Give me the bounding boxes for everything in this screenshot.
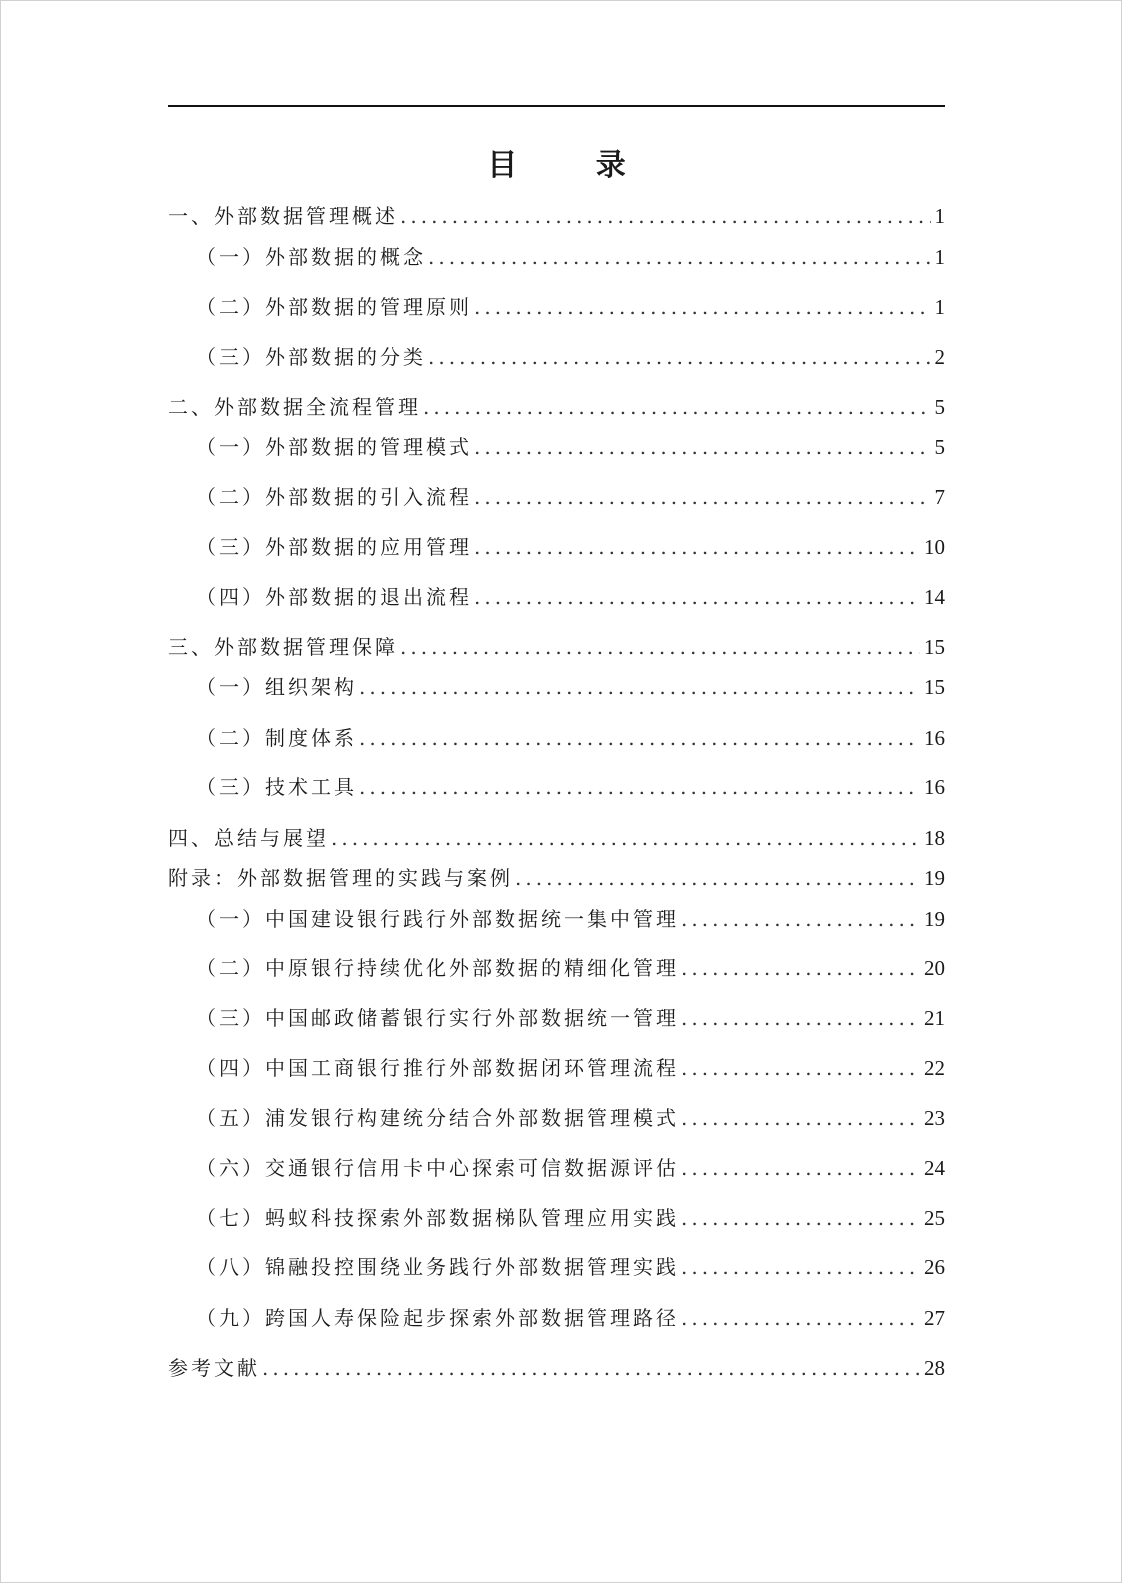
toc-page-number: 10	[924, 535, 945, 559]
toc-entry-label: 参考文献	[168, 1356, 260, 1380]
toc-entry-label: （五）浦发银行构建统分结合外部数据管理模式	[196, 1106, 679, 1130]
toc-entry[interactable]	[168, 632, 945, 662]
toc-entry[interactable]	[168, 1103, 945, 1133]
toc-leader-dots	[331, 823, 920, 853]
toc-entry[interactable]	[168, 1003, 945, 1033]
toc-page-number: 1	[934, 204, 945, 228]
toc-leader-dots	[474, 292, 931, 322]
toc-leader-dots	[681, 1252, 920, 1282]
toc-entry[interactable]	[168, 1053, 945, 1083]
toc-leader-dots	[515, 863, 920, 893]
toc-entry-label: （九）跨国人寿保险起步探索外部数据管理路径	[196, 1306, 679, 1330]
toc-leader-dots	[359, 672, 920, 702]
toc-entry-label: （三）外部数据的分类	[196, 345, 426, 369]
toc-entry-label: （四）中国工商银行推行外部数据闭环管理流程	[196, 1056, 679, 1080]
toc-page-number: 16	[924, 775, 945, 799]
toc-page-number: 15	[924, 675, 945, 699]
toc-page-number: 19	[924, 907, 945, 931]
toc-leader-dots	[262, 1353, 920, 1383]
toc-entry-label: （一）中国建设银行践行外部数据统一集中管理	[196, 907, 679, 931]
toc-leader-dots	[359, 723, 920, 753]
toc-entry-label: （一）外部数据的管理模式	[196, 435, 472, 459]
toc-entry-label: （二）制度体系	[196, 726, 357, 750]
toc-leader-dots	[681, 1053, 920, 1083]
toc-leader-dots	[474, 582, 920, 612]
toc-page-number: 5	[934, 395, 945, 419]
toc-entry[interactable]	[168, 672, 945, 702]
toc-page-number: 7	[934, 485, 945, 509]
toc-entry[interactable]	[168, 863, 945, 893]
toc-leader-dots	[428, 342, 931, 372]
toc-entry-label: （三）外部数据的应用管理	[196, 535, 472, 559]
toc-entry-label: （六）交通银行信用卡中心探索可信数据源评估	[196, 1156, 679, 1180]
toc-leader-dots	[681, 1153, 920, 1183]
toc-entry[interactable]	[168, 1153, 945, 1183]
toc-entry-label: （二）外部数据的引入流程	[196, 485, 472, 509]
toc-entry[interactable]	[168, 432, 945, 462]
toc-entry[interactable]	[168, 1203, 945, 1233]
toc-entry[interactable]	[168, 582, 945, 612]
toc-entry[interactable]	[168, 772, 945, 802]
toc-entry-label: （七）蚂蚁科技探索外部数据梯队管理应用实践	[196, 1206, 679, 1230]
toc-leader-dots	[681, 1203, 920, 1233]
toc-page-number: 19	[924, 866, 945, 890]
toc-entry-label: （一）外部数据的概念	[196, 245, 426, 269]
toc-entry-label: 附录：外部数据管理的实践与案例	[168, 866, 513, 890]
toc-entry[interactable]	[168, 482, 945, 512]
toc-page-number: 24	[924, 1156, 945, 1180]
toc-leader-dots	[474, 432, 931, 462]
toc-leader-dots	[681, 1103, 920, 1133]
toc-entry[interactable]	[168, 904, 945, 934]
toc-entry-label: （三）中国邮政储蓄银行实行外部数据统一管理	[196, 1006, 679, 1030]
toc-entry-label: （三）技术工具	[196, 775, 357, 799]
toc-entry-label: （一）组织架构	[196, 675, 357, 699]
toc-entry-label: 一、外部数据管理概述	[168, 204, 398, 228]
toc-leader-dots	[681, 1303, 920, 1333]
toc-page-number: 5	[934, 435, 945, 459]
toc-leader-dots	[681, 1003, 920, 1033]
toc-leader-dots	[400, 632, 920, 662]
toc-page-number: 20	[924, 956, 945, 980]
toc-page-number: 23	[924, 1106, 945, 1130]
toc-entry[interactable]	[168, 532, 945, 562]
toc-page-number: 1	[934, 245, 945, 269]
toc-page-number: 22	[924, 1056, 945, 1080]
toc-entry[interactable]	[168, 242, 945, 272]
toc-entry-label: 三、外部数据管理保障	[168, 635, 398, 659]
toc-leader-dots	[400, 201, 931, 231]
toc-page-number: 25	[924, 1206, 945, 1230]
toc-leader-dots	[681, 904, 920, 934]
toc-entry-label: （二）中原银行持续优化外部数据的精细化管理	[196, 956, 679, 980]
toc-page-number: 16	[924, 726, 945, 750]
toc-page-number: 1	[934, 295, 945, 319]
toc-entry[interactable]	[168, 1303, 945, 1333]
toc-entry[interactable]	[168, 1353, 945, 1383]
toc-page-number: 14	[924, 585, 945, 609]
toc-page-number: 21	[924, 1006, 945, 1030]
toc-entry[interactable]	[168, 292, 945, 322]
toc-leader-dots	[474, 482, 931, 512]
toc-entry[interactable]	[168, 723, 945, 753]
toc-entry-label: （四）外部数据的退出流程	[196, 585, 472, 609]
toc-entry[interactable]	[168, 201, 945, 231]
toc-leader-dots	[359, 772, 920, 802]
toc-entry[interactable]	[168, 823, 945, 853]
toc-entry[interactable]	[168, 953, 945, 983]
toc-page-number: 2	[934, 345, 945, 369]
toc-entry[interactable]	[168, 392, 945, 422]
header-rule	[168, 105, 945, 107]
toc-entry[interactable]	[168, 1252, 945, 1282]
toc-leader-dots	[423, 392, 931, 422]
toc-page-number: 18	[924, 826, 945, 850]
toc-entry-label: 二、外部数据全流程管理	[168, 395, 421, 419]
toc-page-number: 15	[924, 635, 945, 659]
toc-page-number: 27	[924, 1306, 945, 1330]
toc-entry-label: 四、总结与展望	[168, 826, 329, 850]
toc-page-number: 26	[924, 1255, 945, 1279]
toc-entry-label: （二）外部数据的管理原则	[196, 295, 472, 319]
toc-page-number: 28	[924, 1356, 945, 1380]
toc-leader-dots	[428, 242, 931, 272]
toc-leader-dots	[681, 953, 920, 983]
toc-entry[interactable]	[168, 342, 945, 372]
toc-leader-dots	[474, 532, 920, 562]
toc-title: 目 录	[487, 148, 660, 183]
toc-entry-label: （八）锦融投控围绕业务践行外部数据管理实践	[196, 1255, 679, 1279]
